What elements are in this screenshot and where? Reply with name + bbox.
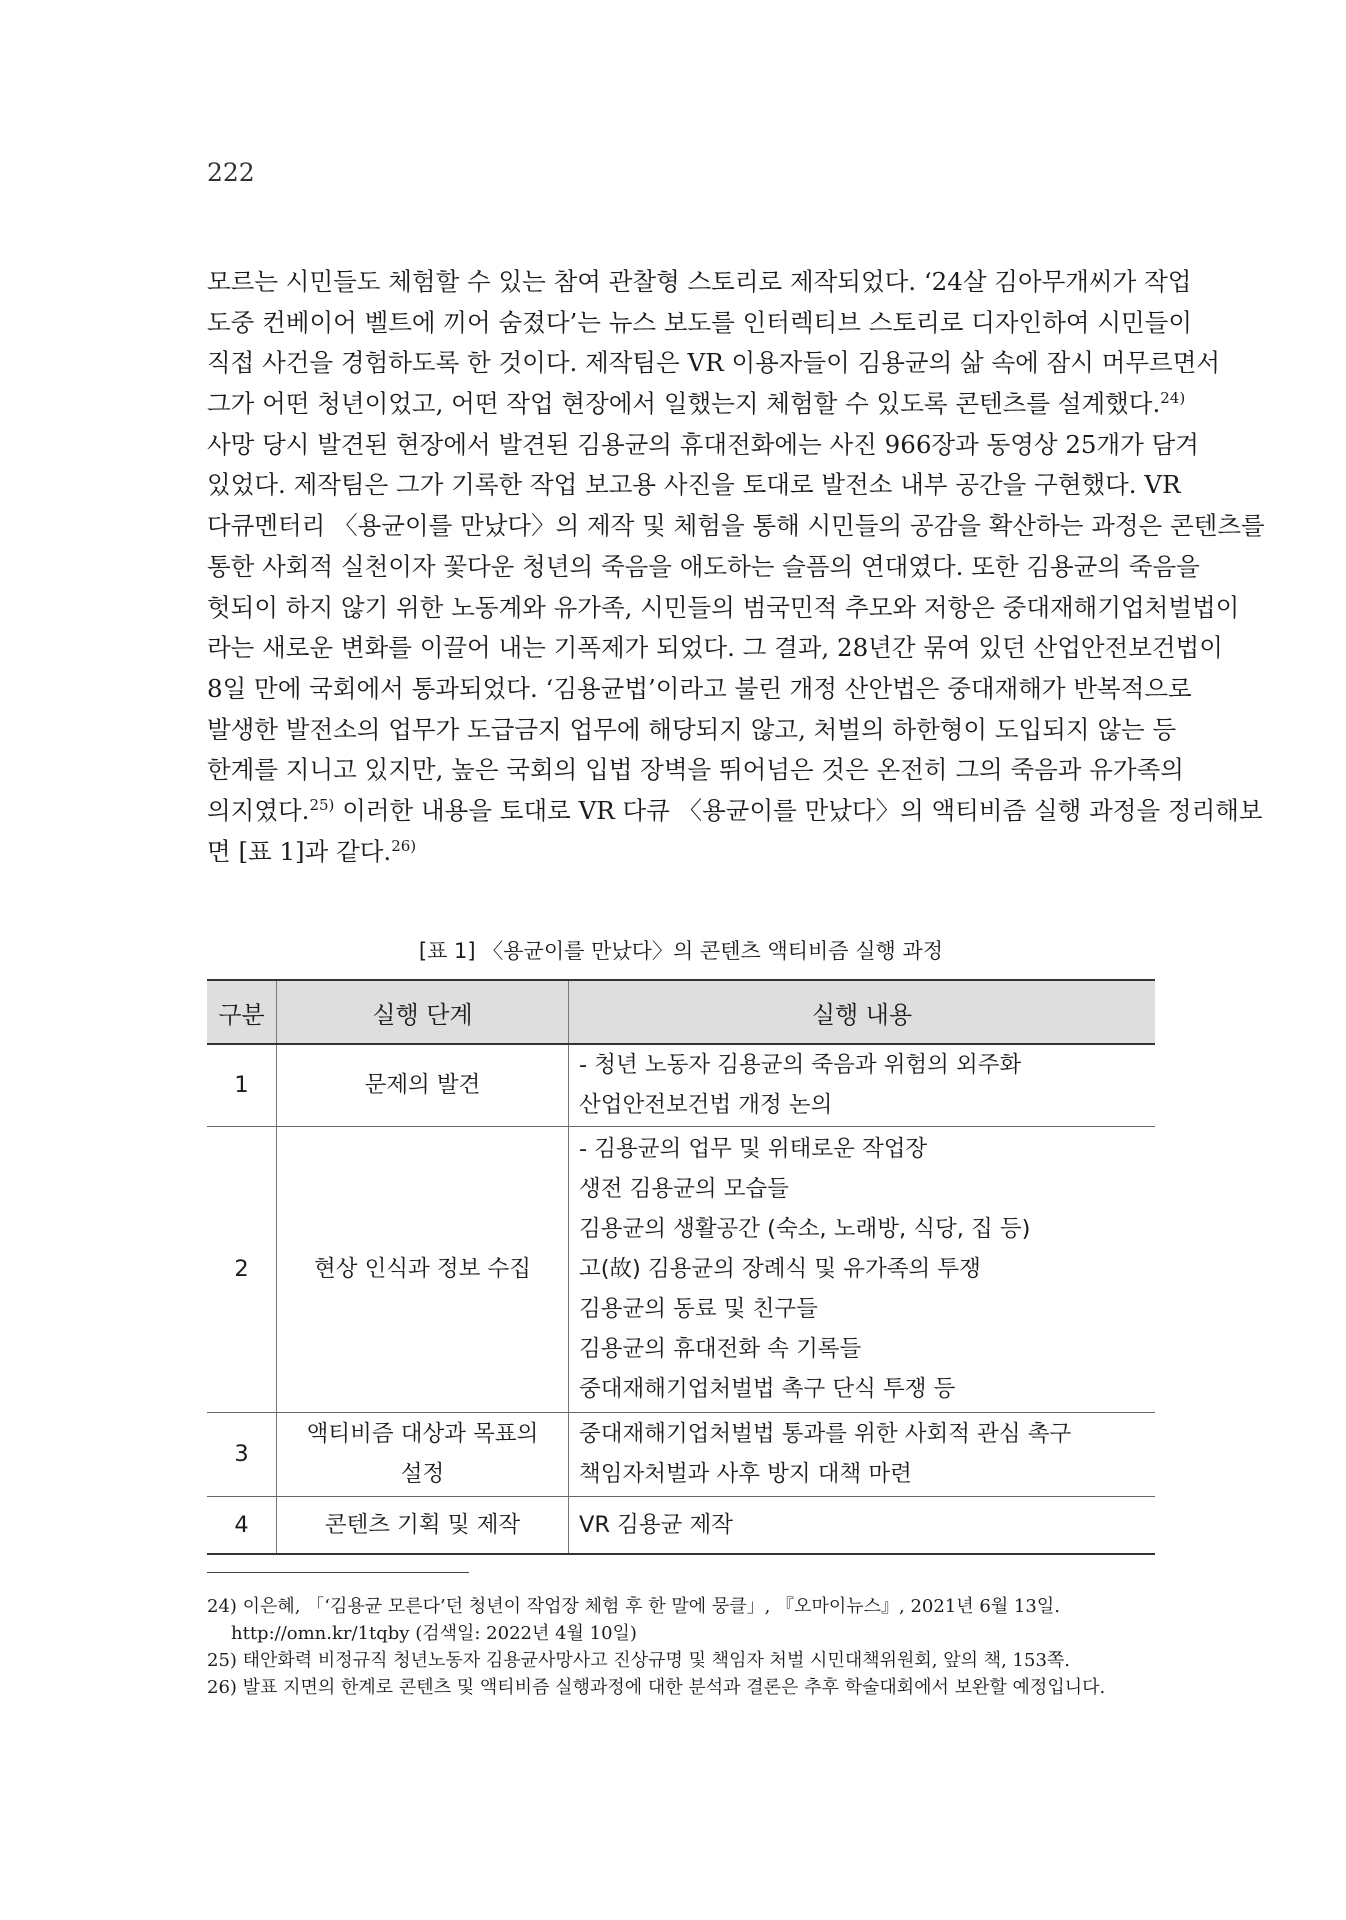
body-line-text: 의지였다. [207, 795, 310, 825]
footnote-24: 24) 이은혜, 「‘김용균 모른다’던 청년이 작업장 체험 후 한 말에 뭉클」, 『오마이뉴스』, 2021년 6월 13일. [207, 1596, 1060, 1617]
content-line: 김용균의 생활공간 (숙소, 노래방, 식당, 집 등) [579, 1216, 1031, 1242]
row-content [569, 1044, 1156, 1126]
body-line: 다큐멘터리 〈용균이를 만났다〉의 제작 및 체험을 통해 시민들의 공감을 확산하는 과정은 콘텐츠를 [207, 511, 1265, 541]
content-line: - 청년 노동자 김용균의 죽음과 위험의 외주화 [579, 1052, 1022, 1079]
row-number: 1 [207, 1044, 277, 1126]
body-line: 도중 컨베이어 벨트에 끼어 숨졌다’는 뉴스 보도를 인터렉티브 스토리로 디자인하여 시민들이 [207, 307, 1193, 337]
content-line: 김용균의 휴대전화 속 기록들 [579, 1336, 862, 1362]
body-line: 모르는 시민들도 체험할 수 있는 참여 관찰형 스토리로 제작되었다. ‘24살 김아무개씨가 작업 [207, 267, 1192, 296]
process-table [207, 979, 1155, 1555]
body-line [207, 791, 1263, 832]
table-row [207, 1412, 1155, 1496]
body-line: 8일 만에 국회에서 통과되었다. ‘김용균법’이라고 불린 개정 산안법은 중대재해가 반복적으로 [207, 673, 1192, 703]
row-stage: 문제의 발견 [277, 1044, 569, 1126]
content-line: 김용균의 동료 및 친구들 [579, 1296, 818, 1322]
body-line [207, 832, 1155, 873]
footnote-24-url[interactable]: http://omn.kr/1tqby (검색일: 2022년 4월 10일) [231, 1623, 637, 1644]
row-content [569, 1412, 1156, 1496]
body-line: 있었다. 제작팀은 그가 기록한 작업 보고용 사진을 토대로 발전소 내부 공간을 구현했다. VR [207, 470, 1181, 500]
body-line: 발생한 발전소의 업무가 도급금지 업무에 해당되지 않고, 처벌의 하한형이 도입되지 않는 등 [207, 714, 1177, 744]
content-line: 중대재해기업처벌법 통과를 위한 사회적 관심 촉구 [579, 1421, 1072, 1447]
table-header-row [207, 980, 1155, 1044]
body-line: 사망 당시 발견된 현장에서 발견된 김용균의 휴대전화에는 사진 966장과 동영상 25개가 담겨 [207, 429, 1199, 459]
content-line: 고(故) 김용균의 장례식 및 유가족의 투쟁 [579, 1256, 981, 1282]
body-line-text: 이러한 내용을 토대로 VR 다큐 〈용균이를 만났다〉의 액티비즘 실행 과정을 정리해보 [334, 795, 1263, 825]
body-line: 라는 새로운 변화를 이끌어 내는 기폭제가 되었다. 그 결과, 28년간 묶여 있던 산업안전보건법이 [207, 633, 1223, 663]
row-content [569, 1496, 1156, 1554]
footnotes [207, 1593, 1167, 1701]
content-line: 중대재해기업처벌법 촉구 단식 투쟁 등 [579, 1376, 956, 1402]
content-line: 산업안전보건법 개정 논의 [579, 1092, 833, 1119]
table-row [207, 1496, 1155, 1554]
content-line: VR 김용균 제작 [579, 1511, 734, 1538]
table-caption: [표 1] 〈용균이를 만났다〉의 콘텐츠 액티비즘 실행 과정 [418, 939, 944, 963]
body-line-text: 면 [표 1]과 같다. [207, 836, 392, 866]
header-content: 실행 내용 [569, 980, 1156, 1044]
body-line: 직접 사건을 경험하도록 한 것이다. 제작팀은 VR 이용자들이 김용균의 삶 속에 잠시 머무르면서 [207, 348, 1221, 378]
footnote-26: 26) 발표 지면의 한계로 콘텐츠 및 액티비즘 실행과정에 대한 분석과 결론은 추후 학술대회에서 보완할 예정입니다. [207, 1677, 1106, 1698]
stage-line: 설정 [400, 1461, 445, 1487]
body-line: 통한 사회적 실천이자 꽃다운 청년의 죽음을 애도하는 슬픔의 연대였다. 또한 김용균의 죽음을 [207, 551, 1200, 581]
footnote-ref-25[interactable]: 25) [309, 795, 335, 814]
footnote-25: 25) 태안화력 비정규직 청년노동자 김용균사망사고 진상규명 및 책임자 처벌 시민대책위원회, 앞의 책, 153쪽. [207, 1650, 1071, 1671]
body-line: 한계를 지니고 있지만, 높은 국회의 입법 장벽을 뛰어넘은 것은 온전히 그의 죽음과 유가족의 [207, 755, 1184, 785]
row-number: 3 [207, 1412, 277, 1496]
table-row [207, 1044, 1155, 1126]
content-line: 책임자처벌과 사후 방지 대책 마련 [579, 1461, 912, 1487]
row-stage: 현상 인식과 정보 수집 [277, 1126, 569, 1412]
body-line [207, 384, 1186, 425]
row-number: 2 [207, 1126, 277, 1412]
footnote-ref-26[interactable]: 26) [391, 836, 417, 855]
body-line: 헛되이 하지 않기 위한 노동계와 유가족, 시민들의 범국민적 추모와 저항은 중대재해기업처벌법이 [207, 592, 1240, 622]
header-stage: 실행 단계 [277, 980, 569, 1044]
table-row [207, 1126, 1155, 1412]
content-line: 생전 김용균의 모습들 [579, 1176, 789, 1202]
body-paragraph [207, 262, 1265, 872]
row-number: 4 [207, 1496, 277, 1554]
footnote-ref-24[interactable]: 24) [1160, 389, 1186, 408]
footnote-divider [207, 1572, 469, 1573]
page-number: 222 [207, 158, 255, 187]
stage-line: 액티비즘 대상과 목표의 [306, 1421, 539, 1447]
header-category: 구분 [207, 980, 277, 1044]
body-line-text: 그가 어떤 청년이었고, 어떤 작업 현장에서 일했는지 체험할 수 있도록 콘텐츠를 설계했다. [207, 389, 1161, 419]
row-stage [277, 1412, 569, 1496]
row-stage: 콘텐츠 기획 및 제작 [277, 1496, 569, 1554]
content-line: - 김용균의 업무 및 위태로운 작업장 [579, 1136, 928, 1162]
row-content [569, 1126, 1156, 1412]
